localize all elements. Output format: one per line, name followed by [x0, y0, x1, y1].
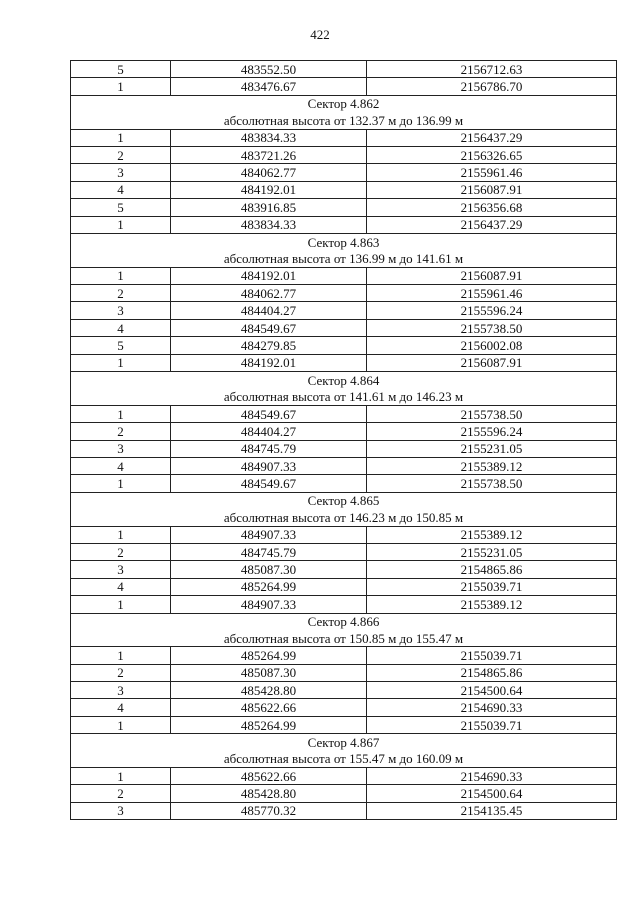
y-coordinate-cell: 2156002.08 [367, 337, 617, 354]
table-row [71, 457, 617, 474]
table-row [71, 768, 617, 785]
x-coordinate-cell: 485428.80 [171, 682, 367, 699]
table-row [71, 802, 617, 819]
table-row [71, 199, 617, 216]
table-row [71, 354, 617, 371]
point-number-cell: 2 [71, 423, 171, 440]
x-coordinate-cell: 483552.50 [171, 61, 367, 78]
table-row [71, 129, 617, 146]
point-number-cell: 3 [71, 802, 171, 819]
x-coordinate-cell: 485087.30 [171, 561, 367, 578]
y-coordinate-cell: 2154865.86 [367, 561, 617, 578]
sector-title: Сектор 4.865 [71, 492, 617, 509]
point-number-cell: 1 [71, 354, 171, 371]
x-coordinate-cell: 484279.85 [171, 337, 367, 354]
page-number: 422 [310, 27, 330, 42]
x-coordinate-cell: 484192.01 [171, 181, 367, 198]
sector-height-range: абсолютная высота от 155.47 м до 160.09 м [71, 751, 617, 768]
point-number-cell: 2 [71, 285, 171, 302]
sector-height-range-row [71, 112, 617, 129]
point-number-cell: 1 [71, 405, 171, 422]
sector-title-row [71, 233, 617, 250]
y-coordinate-cell: 2154690.33 [367, 699, 617, 716]
y-coordinate-cell: 2154690.33 [367, 768, 617, 785]
coordinates-table [70, 60, 617, 820]
table-row [71, 146, 617, 163]
y-coordinate-cell: 2155961.46 [367, 285, 617, 302]
table-row [71, 216, 617, 233]
y-coordinate-cell: 2155039.71 [367, 578, 617, 595]
x-coordinate-cell: 485428.80 [171, 785, 367, 802]
y-coordinate-cell: 2156087.91 [367, 354, 617, 371]
point-number-cell: 1 [71, 129, 171, 146]
x-coordinate-cell: 484549.67 [171, 405, 367, 422]
table-row [71, 716, 617, 733]
table-row [71, 164, 617, 181]
table-row [71, 578, 617, 595]
point-number-cell: 3 [71, 302, 171, 319]
y-coordinate-cell: 2156087.91 [367, 267, 617, 284]
table-row [71, 561, 617, 578]
x-coordinate-cell: 484404.27 [171, 302, 367, 319]
sector-height-range-row [71, 388, 617, 405]
y-coordinate-cell: 2156087.91 [367, 181, 617, 198]
point-number-cell: 1 [71, 526, 171, 543]
x-coordinate-cell: 483476.67 [171, 78, 367, 95]
y-coordinate-cell: 2155596.24 [367, 302, 617, 319]
x-coordinate-cell: 484745.79 [171, 440, 367, 457]
y-coordinate-cell: 2155231.05 [367, 440, 617, 457]
point-number-cell: 1 [71, 78, 171, 95]
table-row [71, 423, 617, 440]
x-coordinate-cell: 483916.85 [171, 199, 367, 216]
point-number-cell: 3 [71, 682, 171, 699]
point-number-cell: 2 [71, 664, 171, 681]
sector-title: Сектор 4.866 [71, 613, 617, 630]
x-coordinate-cell: 484549.67 [171, 319, 367, 336]
point-number-cell: 5 [71, 199, 171, 216]
x-coordinate-cell: 485264.99 [171, 578, 367, 595]
sector-title-row [71, 492, 617, 509]
y-coordinate-cell: 2155738.50 [367, 319, 617, 336]
sector-title-row [71, 95, 617, 112]
sector-title: Сектор 4.863 [71, 233, 617, 250]
point-number-cell: 1 [71, 216, 171, 233]
sector-title: Сектор 4.862 [71, 95, 617, 112]
sector-height-range-row [71, 630, 617, 647]
sector-title-row [71, 734, 617, 751]
table-row [71, 337, 617, 354]
x-coordinate-cell: 485770.32 [171, 802, 367, 819]
y-coordinate-cell: 2155039.71 [367, 716, 617, 733]
point-number-cell: 1 [71, 716, 171, 733]
point-number-cell: 5 [71, 337, 171, 354]
y-coordinate-cell: 2156786.70 [367, 78, 617, 95]
point-number-cell: 1 [71, 267, 171, 284]
point-number-cell: 4 [71, 699, 171, 716]
point-number-cell: 4 [71, 181, 171, 198]
table-row [71, 526, 617, 543]
point-number-cell: 4 [71, 319, 171, 336]
table-row [71, 596, 617, 613]
x-coordinate-cell: 484907.33 [171, 526, 367, 543]
sector-height-range: абсолютная высота от 141.61 м до 146.23 м [71, 388, 617, 405]
sector-height-range: абсолютная высота от 132.37 м до 136.99 м [71, 112, 617, 129]
y-coordinate-cell: 2155389.12 [367, 596, 617, 613]
sector-title: Сектор 4.867 [71, 734, 617, 751]
point-number-cell: 5 [71, 61, 171, 78]
x-coordinate-cell: 484549.67 [171, 475, 367, 492]
point-number-cell: 1 [71, 647, 171, 664]
sector-title-row [71, 613, 617, 630]
point-number-cell: 4 [71, 578, 171, 595]
sector-height-range: абсолютная высота от 150.85 м до 155.47 м [71, 630, 617, 647]
point-number-cell: 1 [71, 596, 171, 613]
y-coordinate-cell: 2155961.46 [367, 164, 617, 181]
y-coordinate-cell: 2154135.45 [367, 802, 617, 819]
y-coordinate-cell: 2155389.12 [367, 526, 617, 543]
y-coordinate-cell: 2156326.65 [367, 146, 617, 163]
x-coordinate-cell: 485087.30 [171, 664, 367, 681]
x-coordinate-cell: 483834.33 [171, 216, 367, 233]
x-coordinate-cell: 484192.01 [171, 354, 367, 371]
table-row [71, 405, 617, 422]
y-coordinate-cell: 2156437.29 [367, 129, 617, 146]
x-coordinate-cell: 483834.33 [171, 129, 367, 146]
point-number-cell: 2 [71, 543, 171, 560]
x-coordinate-cell: 484404.27 [171, 423, 367, 440]
y-coordinate-cell: 2156356.68 [367, 199, 617, 216]
y-coordinate-cell: 2154865.86 [367, 664, 617, 681]
table-row [71, 61, 617, 78]
point-number-cell: 1 [71, 768, 171, 785]
x-coordinate-cell: 485264.99 [171, 647, 367, 664]
y-coordinate-cell: 2156712.63 [367, 61, 617, 78]
y-coordinate-cell: 2155039.71 [367, 647, 617, 664]
table-row [71, 699, 617, 716]
table-row [71, 664, 617, 681]
x-coordinate-cell: 483721.26 [171, 146, 367, 163]
point-number-cell: 4 [71, 457, 171, 474]
x-coordinate-cell: 484907.33 [171, 457, 367, 474]
x-coordinate-cell: 485622.66 [171, 768, 367, 785]
table-row [71, 440, 617, 457]
x-coordinate-cell: 484745.79 [171, 543, 367, 560]
table-row [71, 319, 617, 336]
point-number-cell: 3 [71, 164, 171, 181]
sector-height-range-row [71, 751, 617, 768]
x-coordinate-cell: 485622.66 [171, 699, 367, 716]
table-row [71, 302, 617, 319]
y-coordinate-cell: 2156437.29 [367, 216, 617, 233]
sector-title-row [71, 372, 617, 389]
table-row [71, 78, 617, 95]
table-row [71, 267, 617, 284]
table-row [71, 682, 617, 699]
y-coordinate-cell: 2154500.64 [367, 682, 617, 699]
point-number-cell: 2 [71, 146, 171, 163]
x-coordinate-cell: 484062.77 [171, 164, 367, 181]
table-row [71, 181, 617, 198]
y-coordinate-cell: 2155596.24 [367, 423, 617, 440]
y-coordinate-cell: 2155231.05 [367, 543, 617, 560]
y-coordinate-cell: 2155738.50 [367, 475, 617, 492]
y-coordinate-cell: 2155738.50 [367, 405, 617, 422]
sector-height-range: абсолютная высота от 146.23 м до 150.85 м [71, 509, 617, 526]
table-row [71, 647, 617, 664]
table-row [71, 543, 617, 560]
x-coordinate-cell: 485264.99 [171, 716, 367, 733]
point-number-cell: 1 [71, 475, 171, 492]
sector-title: Сектор 4.864 [71, 372, 617, 389]
sector-height-range: абсолютная высота от 136.99 м до 141.61 м [71, 250, 617, 267]
table-row [71, 285, 617, 302]
table-row [71, 785, 617, 802]
point-number-cell: 3 [71, 440, 171, 457]
point-number-cell: 3 [71, 561, 171, 578]
coordinates-table-body [71, 61, 617, 820]
point-number-cell: 2 [71, 785, 171, 802]
table-row [71, 475, 617, 492]
sector-height-range-row [71, 509, 617, 526]
x-coordinate-cell: 484907.33 [171, 596, 367, 613]
y-coordinate-cell: 2155389.12 [367, 457, 617, 474]
x-coordinate-cell: 484062.77 [171, 285, 367, 302]
y-coordinate-cell: 2154500.64 [367, 785, 617, 802]
x-coordinate-cell: 484192.01 [171, 267, 367, 284]
sector-height-range-row [71, 250, 617, 267]
